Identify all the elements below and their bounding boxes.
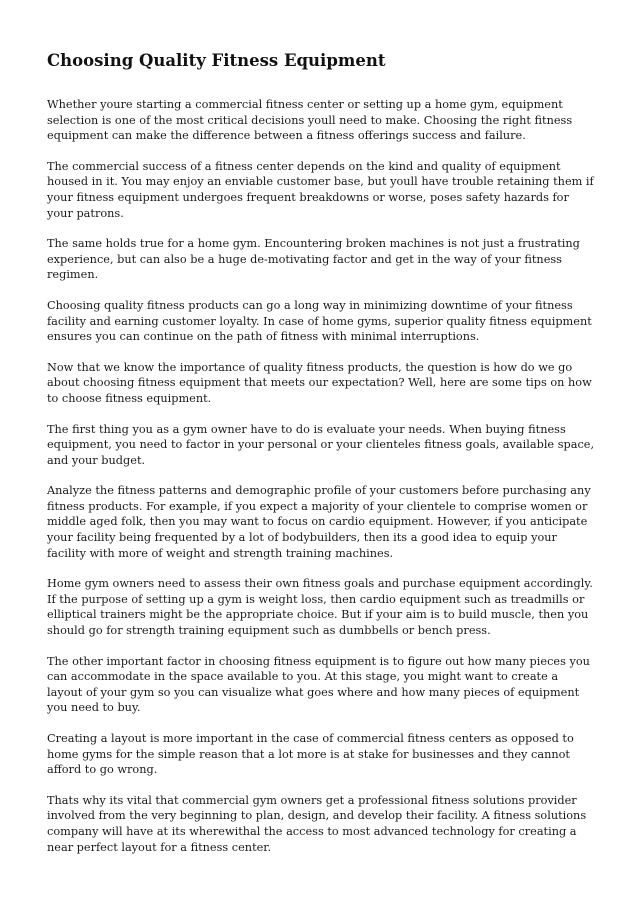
paragraph: The commercial success of a fitness center depends on the kind and quality of equipment housed in it. You may enjoy an enviable customer base, but youll have trouble retaining them if your fitness equipment undergoes frequent breakdowns or worse, poses safety hazards for your patrons.: [47, 159, 594, 220]
paragraph: Whether youre starting a commercial fitness center or setting up a home gym, equipment selection is one of the most critical decisions youll need to make. Choosing the right fitness equipment can make the difference between a fitness offerings success and failure.: [47, 98, 573, 143]
paragraph: Home gym owners need to assess their own fitness goals and purchase equipment accordingly. If the purpose of setting up a gym is weight loss, then cardio equipment such as treadmills or elliptical trainers might be the appropriate choice. But if your aim is to build muscle, then you should go for strength training equipment such as dumbbells or bench press.: [47, 577, 593, 638]
paragraph: Thats why its vital that commercial gym owners get a professional fitness solutions provider involved from the very beginning to plan, design, and develop their facility. A fitness solutions company will have at its wherewithal the access to most advanced technology for creating a near perfect layout for a fitness center.: [47, 793, 587, 854]
paragraph: The other important factor in choosing fitness equipment is to figure out how many pieces you can accommodate in the space available to you. At this stage, you might want to create a layout of your gym so you can visualize what goes where and how many pieces of equipment you need to buy.: [47, 654, 590, 715]
paragraph: Now that we know the importance of quality fitness products, the question is how do we go about choosing fitness equipment that meets our expectation? Well, here are some tips on how to choose fitness equipment.: [47, 360, 592, 405]
paragraph: The first thing you as a gym owner have to do is evaluate your needs. When buying fitness equipment, you need to factor in your personal or your clienteles fitness goals, available space, and your budget.: [47, 422, 595, 467]
paragraph: The same holds true for a home gym. Encountering broken machines is not just a frustrating experience, but can also be a huge de-motivating factor and get in the way of your fitness regimen.: [47, 237, 580, 282]
document-page: [47, 50, 597, 855]
paragraph: Analyze the fitness patterns and demographic profile of your customers before purchasing any fitness products. For example, if you expect a majority of your clientele to comprise women or middle aged folk, then you may want to focus on cardio equipment. However, if you anticipate your facility being frequented by a lot of bodybuilders, then its a good idea to equip your facility with more of weight and strength training machines.: [47, 484, 591, 560]
paragraph: Creating a layout is more important in the case of commercial fitness centers as opposed to home gyms for the simple reason that a lot more is at stake for businesses and they cannot afford to go wrong.: [47, 732, 574, 777]
paragraph: Choosing quality fitness products can go a long way in minimizing downtime of your fitness facility and earning customer loyalty. In case of home gyms, superior quality fitness equipment ensures you can continue on the path of fitness with minimal interruptions.: [47, 298, 592, 344]
document-title: Choosing Quality Fitness Equipment: [47, 51, 386, 70]
